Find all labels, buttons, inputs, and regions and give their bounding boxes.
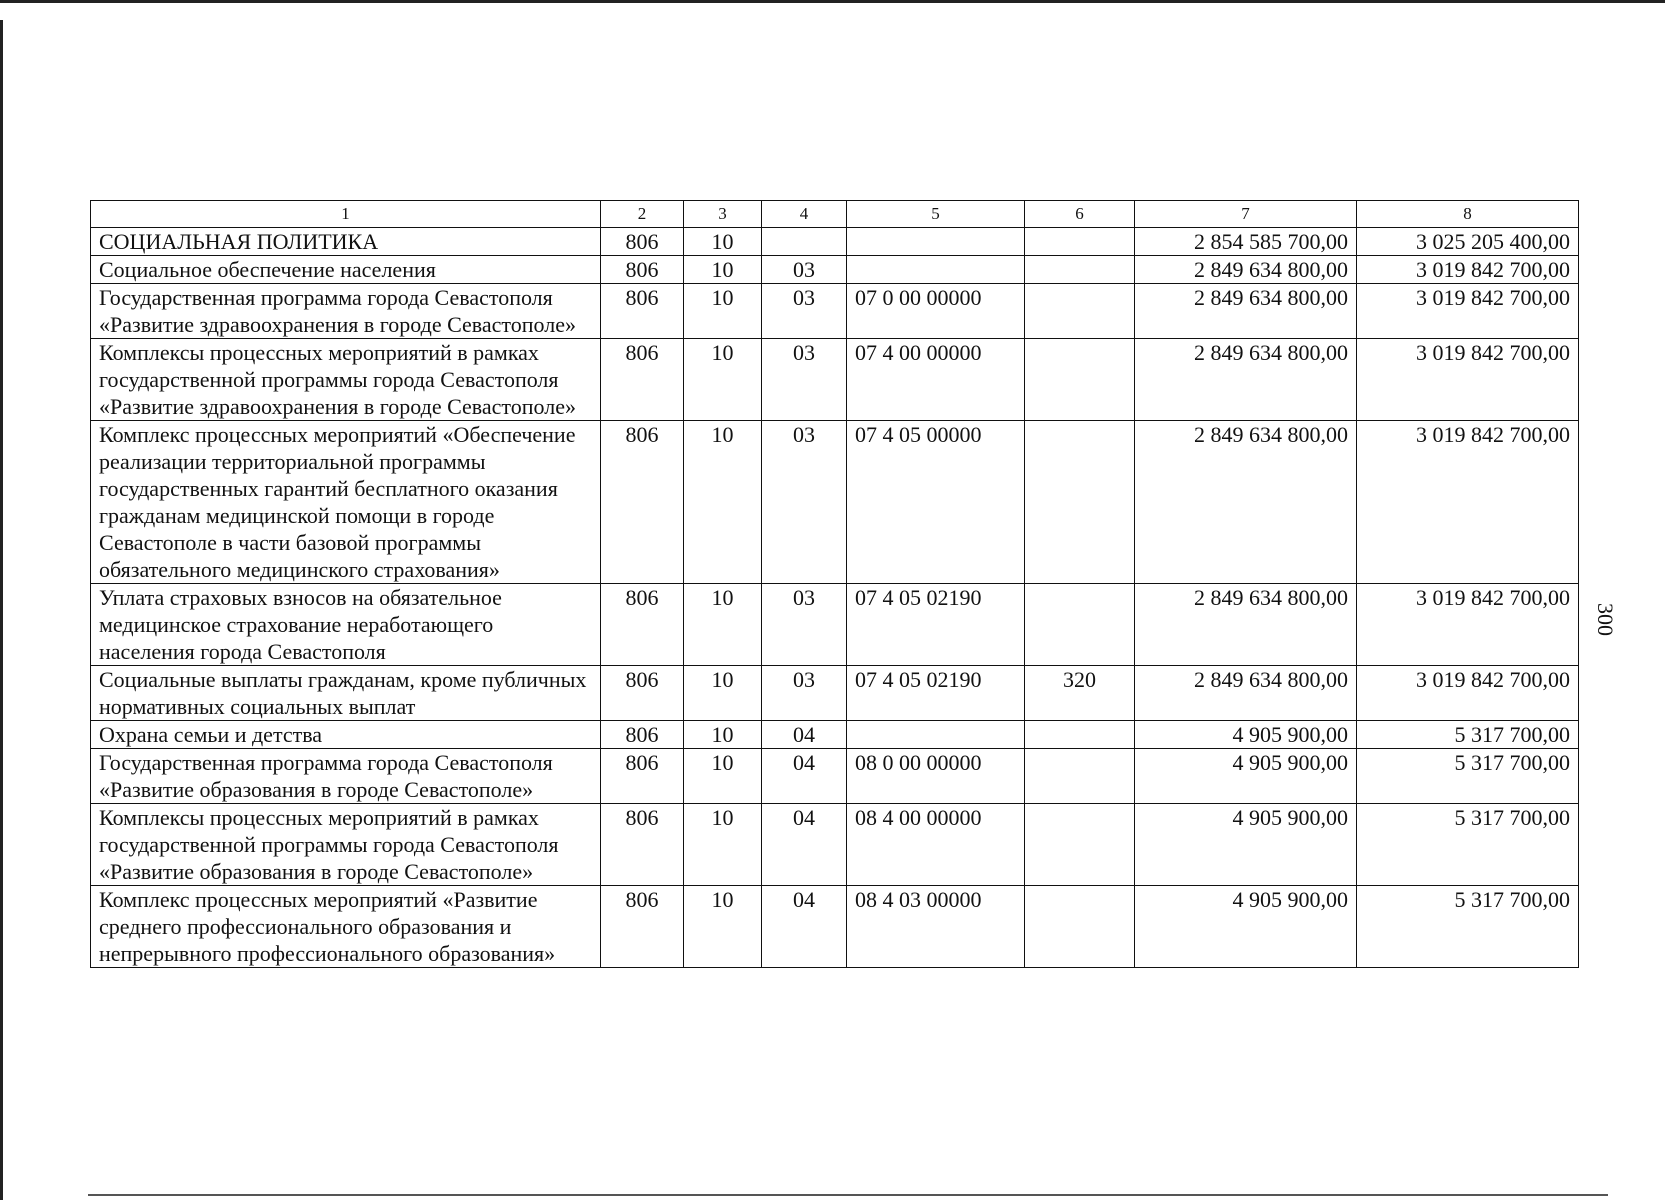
row-col8: 3 019 842 700,00 (1357, 584, 1579, 666)
row-col2: 806 (601, 804, 684, 886)
row-col3: 10 (684, 421, 762, 584)
row-col6 (1025, 421, 1135, 584)
row-name: Социальные выплаты гражданам, кроме публичных нормативных социальных выплат (91, 666, 601, 721)
row-col2: 806 (601, 721, 684, 749)
table-row (91, 749, 1579, 804)
table-header-row (91, 201, 1579, 228)
row-col6 (1025, 256, 1135, 284)
row-col8: 3 019 842 700,00 (1357, 421, 1579, 584)
row-col6: 320 (1025, 666, 1135, 721)
row-col5 (847, 228, 1025, 256)
row-col2: 806 (601, 666, 684, 721)
row-col2: 806 (601, 339, 684, 421)
scan-edge-bottom (88, 1194, 1608, 1196)
row-col7: 4 905 900,00 (1135, 804, 1357, 886)
row-name: Социальное обеспечение населения (91, 256, 601, 284)
table-row (91, 886, 1579, 968)
row-name: Государственная программа города Севастополя «Развитие здравоохранения в городе Севастополе» (91, 284, 601, 339)
row-col8: 5 317 700,00 (1357, 749, 1579, 804)
row-col5: 08 0 00 00000 (847, 749, 1025, 804)
row-col6 (1025, 886, 1135, 968)
row-name: Охрана семьи и детства (91, 721, 601, 749)
row-col8: 3 019 842 700,00 (1357, 339, 1579, 421)
row-name: Комплексы процессных мероприятий в рамках государственной программы города Севастополя «Развитие образования в городе Севастополе» (91, 804, 601, 886)
column-header: 6 (1025, 201, 1135, 228)
row-col8: 3 019 842 700,00 (1357, 256, 1579, 284)
row-col3: 10 (684, 256, 762, 284)
row-col8: 5 317 700,00 (1357, 721, 1579, 749)
row-col8: 3 019 842 700,00 (1357, 284, 1579, 339)
row-col8: 3 019 842 700,00 (1357, 666, 1579, 721)
row-col6 (1025, 228, 1135, 256)
scan-edge-left (0, 20, 3, 1200)
page-number: 300 (1593, 603, 1618, 636)
table-row (91, 284, 1579, 339)
row-name: Комплексы процессных мероприятий в рамках государственной программы города Севастополя «Развитие здравоохранения в городе Севастополе» (91, 339, 601, 421)
table-row (91, 804, 1579, 886)
column-header: 1 (91, 201, 601, 228)
row-col8: 5 317 700,00 (1357, 804, 1579, 886)
row-col3: 10 (684, 584, 762, 666)
row-col5: 07 4 05 00000 (847, 421, 1025, 584)
column-header: 2 (601, 201, 684, 228)
row-col4: 03 (762, 339, 847, 421)
row-name: СОЦИАЛЬНАЯ ПОЛИТИКА (91, 228, 601, 256)
row-name: Уплата страховых взносов на обязательное медицинское страхование неработающего населения города Севастополя (91, 584, 601, 666)
row-col2: 806 (601, 284, 684, 339)
row-col7: 2 849 634 800,00 (1135, 584, 1357, 666)
row-col5: 07 4 05 02190 (847, 584, 1025, 666)
row-col3: 10 (684, 804, 762, 886)
row-name: Государственная программа города Севастополя «Развитие образования в городе Севастополе» (91, 749, 601, 804)
table-row (91, 421, 1579, 584)
row-col4: 04 (762, 749, 847, 804)
row-col2: 806 (601, 886, 684, 968)
row-col5: 07 4 05 02190 (847, 666, 1025, 721)
row-col6 (1025, 584, 1135, 666)
row-col7: 2 854 585 700,00 (1135, 228, 1357, 256)
row-col4 (762, 228, 847, 256)
row-col4: 03 (762, 256, 847, 284)
table-row (91, 584, 1579, 666)
column-header: 3 (684, 201, 762, 228)
row-col7: 2 849 634 800,00 (1135, 256, 1357, 284)
row-col2: 806 (601, 256, 684, 284)
row-col7: 4 905 900,00 (1135, 886, 1357, 968)
budget-table (90, 200, 1579, 968)
row-col5 (847, 256, 1025, 284)
row-col3: 10 (684, 721, 762, 749)
row-col3: 10 (684, 228, 762, 256)
row-col8: 5 317 700,00 (1357, 886, 1579, 968)
column-header: 8 (1357, 201, 1579, 228)
row-col5: 07 0 00 00000 (847, 284, 1025, 339)
row-col6 (1025, 749, 1135, 804)
row-col2: 806 (601, 228, 684, 256)
row-col6 (1025, 339, 1135, 421)
row-col4: 03 (762, 421, 847, 584)
row-col4: 03 (762, 666, 847, 721)
row-col5: 07 4 00 00000 (847, 339, 1025, 421)
row-col4: 04 (762, 886, 847, 968)
column-header: 7 (1135, 201, 1357, 228)
row-col5 (847, 721, 1025, 749)
row-col7: 2 849 634 800,00 (1135, 666, 1357, 721)
row-col2: 806 (601, 584, 684, 666)
scan-edge-top (0, 0, 1665, 3)
row-col3: 10 (684, 666, 762, 721)
row-col7: 2 849 634 800,00 (1135, 339, 1357, 421)
row-name: Комплекс процессных мероприятий «Обеспечение реализации территориальной программы государственных гарантий бесплатного оказания гражданам медицинской помощи в городе Севастополе в части базовой программы обязательного медицинского страхования» (91, 421, 601, 584)
row-col2: 806 (601, 421, 684, 584)
row-col7: 4 905 900,00 (1135, 721, 1357, 749)
row-col7: 4 905 900,00 (1135, 749, 1357, 804)
table-row (91, 228, 1579, 256)
table-row (91, 339, 1579, 421)
row-col6 (1025, 804, 1135, 886)
row-col6 (1025, 284, 1135, 339)
row-col7: 2 849 634 800,00 (1135, 421, 1357, 584)
row-col5: 08 4 00 00000 (847, 804, 1025, 886)
row-col8: 3 025 205 400,00 (1357, 228, 1579, 256)
row-col6 (1025, 721, 1135, 749)
column-header: 4 (762, 201, 847, 228)
row-col3: 10 (684, 339, 762, 421)
row-col4: 04 (762, 721, 847, 749)
column-header: 5 (847, 201, 1025, 228)
row-col5: 08 4 03 00000 (847, 886, 1025, 968)
row-col3: 10 (684, 284, 762, 339)
row-col2: 806 (601, 749, 684, 804)
row-col7: 2 849 634 800,00 (1135, 284, 1357, 339)
row-col4: 03 (762, 584, 847, 666)
row-name: Комплекс процессных мероприятий «Развитие среднего профессионального образования и непрерывного профессионального образования» (91, 886, 601, 968)
row-col3: 10 (684, 886, 762, 968)
table-row (91, 721, 1579, 749)
row-col4: 04 (762, 804, 847, 886)
row-col3: 10 (684, 749, 762, 804)
table-row (91, 666, 1579, 721)
row-col4: 03 (762, 284, 847, 339)
table-row (91, 256, 1579, 284)
